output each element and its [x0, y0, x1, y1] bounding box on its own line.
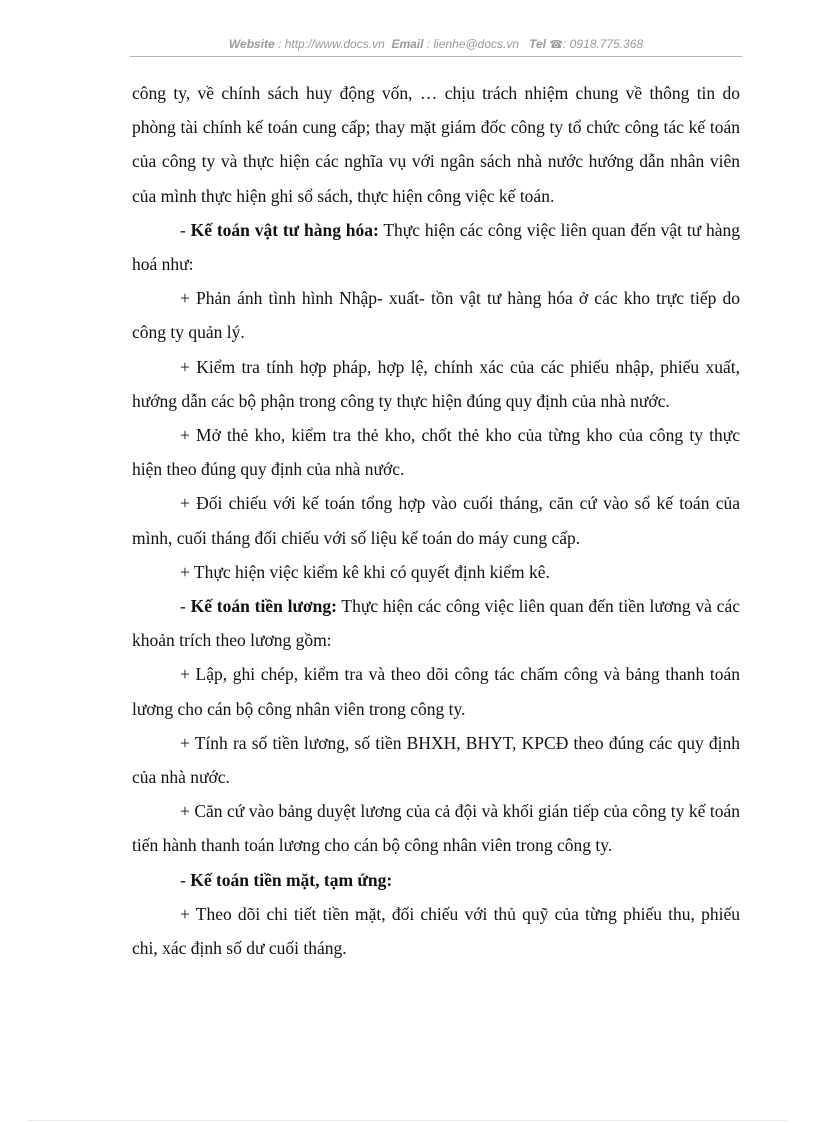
- email-value[interactable]: lienhe@docs.vn: [433, 37, 520, 51]
- phone-icon: ☎: [549, 39, 564, 51]
- tel-value: : 0918.775.368: [563, 37, 644, 51]
- list-item: [132, 897, 740, 965]
- heading-prefix: -: [180, 596, 191, 617]
- paragraph: [132, 76, 740, 213]
- list-item-text: + Đối chiếu với kế toán tổng hợp vào cuối tháng, căn cứ vào sổ kế toán của mình, cuối tháng đối chiếu với số liệu kế toán do máy cung cấp.: [132, 493, 740, 548]
- section-heading-paragraph: [132, 589, 740, 657]
- paragraph-text: Thực hiện các công việc liên quan đến vật tư hàng hoá như:: [132, 219, 740, 275]
- list-item-text: + Tính ra số tiền lương, số tiền BHXH, BHYT, KPCĐ theo đúng các quy định của nhà nước.: [132, 732, 740, 788]
- list-item: [132, 281, 740, 349]
- header-divider: [130, 56, 742, 57]
- email-separator: :: [423, 37, 434, 51]
- footer-divider: [28, 1120, 788, 1121]
- section-heading: Kế toán tiền mặt, tạm ứng:: [190, 869, 393, 890]
- website-label: Website: [228, 37, 275, 51]
- list-item: [132, 726, 740, 794]
- paragraph-text: Thực hiện các công việc liên quan đến tiền lương và các khoản trích theo lương gồm:: [132, 596, 740, 651]
- list-item-text: + Phản ánh tình hình Nhập- xuất- tồn vật tư hàng hóa ở các kho trực tiếp do công ty quản lý.: [132, 288, 740, 343]
- paragraph-text: công ty, về chính sách huy động vốn, … chịu trách nhiệm chung về thông tin do phòng tài chính kế toán cung cấp; thay mặt giám đốc công ty tổ chức công tác kế toán của công ty và thực hiện các nghĩa vụ với ngân sách nhà nước hướng dẫn nhân viên của mình thực hiện ghi sổ sách, thực hiện công việc kế toán.: [132, 83, 740, 206]
- list-item: [132, 486, 740, 554]
- list-item-text: + Lập, ghi chép, kiểm tra và theo dõi công tác chấm công và bảng thanh toán lương cho cán bộ công nhân viên trong công ty.: [132, 664, 740, 719]
- website-value[interactable]: http://www.docs.vn: [284, 37, 385, 51]
- list-item-text: + Kiểm tra tính hợp pháp, hợp lệ, chính xác của các phiếu nhập, phiếu xuất, hướng dẫn các bộ phận trong công ty thực hiện đúng quy định của nhà nước.: [132, 356, 740, 411]
- heading-prefix: -: [180, 869, 191, 890]
- section-heading: Kế toán tiền lương:: [190, 596, 337, 617]
- list-item: [132, 350, 740, 418]
- email-label: Email: [391, 37, 424, 51]
- list-item: [132, 418, 740, 486]
- list-item: [132, 657, 740, 725]
- section-heading-paragraph: [132, 863, 740, 897]
- list-item-text: + Thực hiện việc kiểm kê khi có quyết định kiểm kê.: [180, 561, 550, 582]
- section-heading: Kế toán vật tư hàng hóa:: [190, 219, 379, 240]
- website-separator: :: [274, 37, 285, 51]
- list-item: [132, 794, 740, 862]
- section-heading-paragraph: [132, 213, 740, 281]
- page-header: [130, 37, 742, 51]
- heading-prefix: -: [180, 219, 191, 240]
- list-item-text: + Căn cứ vào bảng duyệt lương của cả đội và khối gián tiếp của công ty kế toán tiến hành thanh toán lương cho cán bộ công nhân viên trong công ty.: [132, 801, 740, 856]
- list-item-text: + Theo dõi chi tiết tiền mặt, đối chiếu với thủ quỹ của từng phiếu thu, phiếu chi, xác định số dư cuối tháng.: [132, 903, 740, 959]
- list-item-text: + Mở thẻ kho, kiểm tra thẻ kho, chốt thẻ kho của từng kho của công ty thực hiện theo đúng quy định của nhà nước.: [132, 425, 740, 480]
- document-body: [132, 76, 740, 965]
- list-item: [132, 555, 740, 589]
- tel-label: Tel: [529, 37, 546, 51]
